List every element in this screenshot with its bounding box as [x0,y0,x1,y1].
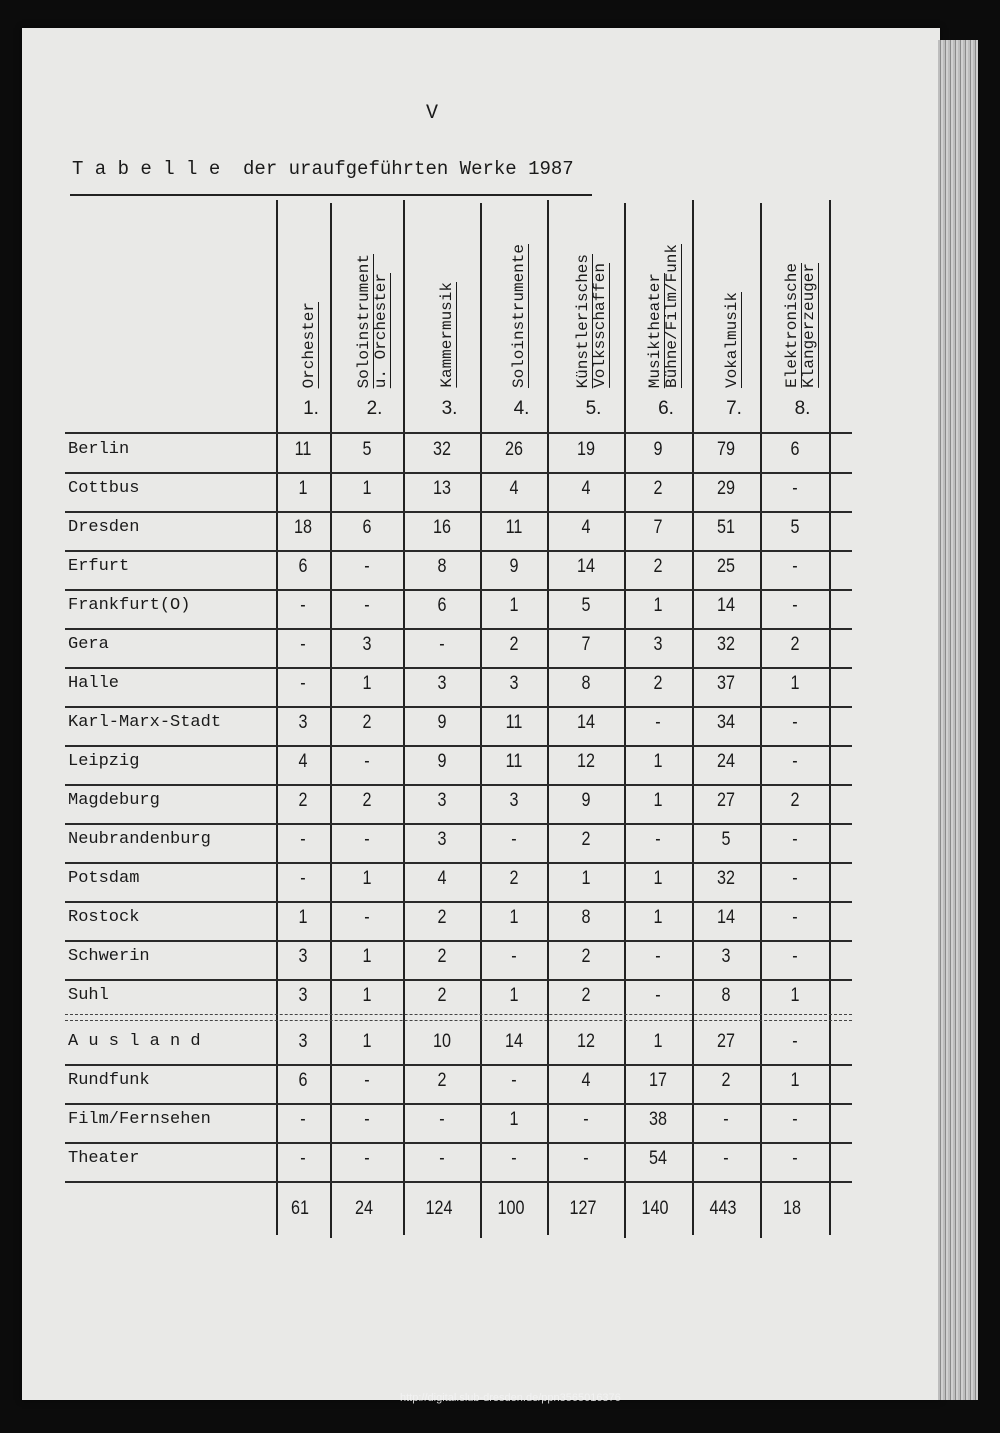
column-divider [760,203,762,1238]
column-number: 6. [658,398,674,419]
table-cell: 32 [432,439,451,460]
column-divider [829,200,831,1235]
table-cell: - [363,556,370,577]
table-cell: 2 [653,556,663,577]
table-cell: 3 [298,1031,308,1052]
table-cell: 1 [508,1109,518,1130]
total-cell: 443 [709,1198,737,1219]
table-cell: 3 [298,712,308,733]
table-cell: 1 [580,868,590,889]
table-cell: 29 [717,478,735,499]
table-cell: 32 [717,868,735,889]
column-header-line: Orchester [299,301,318,388]
source-url: http://digital.slub-dresden.de/ppn3565016376 [400,1392,621,1404]
total-cell: 18 [782,1198,801,1219]
table-title: T a b e l l e der uraufgeführten Werke 1987 [72,158,574,180]
column-header-line: Klangerzeuger [799,263,818,388]
table-cell: 1 [508,595,518,616]
table-cell: 3 [721,946,731,967]
total-cell: 100 [497,1198,524,1219]
row-separator [65,745,852,747]
table-cell: 2 [436,1070,446,1091]
table-cell: - [582,1148,589,1169]
table-cell: 1 [653,1031,663,1052]
table-cell: 54 [649,1148,667,1169]
table-cell: - [791,868,798,889]
table-cell: - [300,1109,306,1130]
table-cell: 1 [298,907,308,928]
table-cell: - [300,634,306,655]
row-label: Schwerin [68,947,150,966]
table-cell: 4 [580,1070,590,1091]
table-cell: 2 [436,985,446,1006]
row-separator [65,667,852,669]
table-cell: - [791,478,798,499]
table-cell: 9 [436,751,446,772]
table-cell: 4 [580,517,590,538]
table-cell: 1 [653,868,663,889]
row-separator [65,589,852,591]
table-cell: 7 [653,517,663,538]
table-cell: 6 [361,517,371,538]
column-header-line: Vokalmusik [722,291,741,388]
title-underline [70,194,592,196]
table-cell: 24 [717,751,735,772]
table-cell: - [300,1148,306,1169]
table-cell: 6 [298,1070,308,1091]
row-separator [65,784,852,786]
table-cell: - [655,985,661,1006]
column-divider [330,203,332,1238]
table-cell: 6 [789,439,799,460]
row-separator [65,901,852,903]
table-cell: 1 [653,751,663,772]
table-cell: - [438,634,445,655]
table-cell: - [791,1031,798,1052]
column-divider [624,203,626,1238]
table-cell: 2 [580,946,590,967]
table-cell: - [363,1148,370,1169]
table-cell: 9 [436,712,446,733]
table-cell: 5 [361,439,371,460]
table-cell: 2 [436,907,446,928]
row-label: Leipzig [68,752,140,771]
total-cell: 24 [354,1198,373,1219]
table-cell: - [582,1109,589,1130]
column-header-line: u. Orchester [371,272,390,388]
row-label: Suhl [68,986,109,1005]
table-cell: 11 [505,712,522,733]
total-cell: 61 [291,1198,309,1219]
table-cell: 1 [361,478,371,499]
table-cell: 34 [717,712,735,733]
table-cell: 12 [576,1031,595,1052]
table-cell: 1 [653,907,663,928]
row-separator [65,628,852,630]
row-separator [65,472,852,474]
table-cell: 8 [580,673,590,694]
table-cell: 79 [717,439,735,460]
table-cell: - [363,829,370,850]
row-separator [65,979,852,981]
table-cell: 2 [361,790,371,811]
table-cell: 18 [294,517,312,538]
total-cell: 124 [425,1198,452,1219]
table-cell: 6 [298,556,308,577]
row-separator [65,1103,852,1105]
table-cell: - [300,673,306,694]
table-cell: - [791,595,798,616]
table-cell: - [363,907,370,928]
table-cell: 14 [576,556,595,577]
table-cell: 8 [436,556,446,577]
table-cell: - [363,1070,370,1091]
table-cell: - [723,1109,729,1130]
table-cell: - [438,1109,445,1130]
table-cell: 1 [298,478,308,499]
table-cell: 1 [508,985,518,1006]
table-cell: 14 [717,907,735,928]
table-cell: - [438,1148,445,1169]
table-cell: 1 [361,1031,371,1052]
table-cell: 1 [789,1070,799,1091]
table-cell: - [510,1070,517,1091]
column-header-line: Bühne/Film/Funk [663,243,681,388]
table-cell: 27 [717,790,735,811]
column-header-line: Kammermusik [438,282,456,388]
table-cell: 5 [580,595,590,616]
table-cell: 2 [436,946,446,967]
table-cell: - [655,712,661,733]
table-cell: - [300,829,306,850]
column-number: 3. [441,398,458,419]
row-label: Potsdam [68,869,140,888]
table-cell: 6 [436,595,446,616]
table-cell: - [791,829,798,850]
table-cell: 12 [576,751,595,772]
table-cell: 11 [505,517,522,538]
table-cell: 3 [436,829,446,850]
table-cell: 38 [649,1109,667,1130]
table-cell: 1 [789,985,799,1006]
book-page-edges [938,40,978,1400]
table-cell: - [723,1148,729,1169]
page-number: V [426,102,439,125]
column-header-line: Künstlerisches [573,253,592,388]
table-cell: 3 [653,634,663,655]
table-cell: 2 [653,673,663,694]
column-divider [547,200,549,1235]
row-label: Dresden [68,518,140,537]
table-cell: - [363,595,370,616]
table-cell: - [510,946,517,967]
table-cell: 4 [580,478,590,499]
table-cell: 27 [717,1031,735,1052]
total-cell: 127 [569,1198,596,1219]
table-cell: 9 [580,790,590,811]
table-cell: 2 [298,790,308,811]
row-label: Erfurt [68,557,130,576]
table-cell: 26 [504,439,523,460]
column-divider [480,203,482,1238]
table-cell: 14 [717,595,735,616]
table-cell: 2 [508,868,518,889]
row-label: Neubrandenburg [68,830,211,849]
table-cell: - [791,556,798,577]
table-cell: - [300,595,306,616]
row-label: Halle [68,674,120,693]
table-cell: 14 [576,712,595,733]
table-cell: 1 [361,868,371,889]
table-cell: - [655,829,661,850]
column-divider [692,200,694,1235]
table-cell: 2 [789,634,799,655]
column-header-line: Musiktheater [646,272,664,388]
row-label: Cottbus [68,479,140,498]
table-cell: 11 [505,751,522,772]
table-cell: 3 [298,946,308,967]
table-cell: 32 [717,634,735,655]
column-number: 1. [303,398,319,419]
table-cell: 10 [432,1031,451,1052]
table-cell: - [791,907,798,928]
table-cell: 19 [576,439,595,460]
table-cell: 7 [580,634,590,655]
row-label: Theater [68,1149,140,1168]
table-cell: 8 [580,907,590,928]
column-number: 5. [585,398,602,419]
table-cell: - [791,1109,798,1130]
row-separator [65,862,852,864]
table-cell: 13 [432,478,451,499]
table-cell: 3 [508,673,518,694]
table-cell: 2 [508,634,518,655]
row-separator [65,511,852,513]
table-cell: 37 [717,673,735,694]
table-cell: 2 [789,790,799,811]
row-separator [65,1181,852,1183]
table-cell: 2 [580,985,590,1006]
column-number: 7. [726,398,742,419]
table-cell: 9 [508,556,518,577]
column-header-line: Elektronische [782,263,801,388]
table-cell: - [791,946,798,967]
table-cell: 1 [361,673,371,694]
table-cell: - [363,751,370,772]
double-rule [65,1014,852,1021]
row-label: Frankfurt(O) [68,596,191,615]
row-label: Gera [68,635,109,654]
table-cell: 11 [294,439,312,460]
table-cell: 1 [361,946,371,967]
table-cell: 25 [717,556,735,577]
column-header-line: Volksschaffen [590,263,609,388]
row-separator [65,550,852,552]
column-number: 8. [794,398,811,419]
table-cell: 2 [580,829,590,850]
row-separator [65,940,852,942]
table-cell: - [510,829,517,850]
row-label: Karl-Marx-Stadt [68,713,222,732]
table-cell: - [791,1148,798,1169]
row-label: Berlin [68,440,130,459]
row-label: Film/Fernsehen [68,1110,211,1129]
table-cell: - [655,946,661,967]
row-label: Rostock [68,908,140,927]
table-cell: 9 [653,439,663,460]
column-number: 2. [366,398,383,419]
table-cell: 3 [436,673,446,694]
table-cell: 3 [508,790,518,811]
row-separator [65,1142,852,1144]
row-separator [65,823,852,825]
table-cell: 4 [508,478,518,499]
table-cell: 2 [361,712,371,733]
table-cell: 2 [653,478,663,499]
table-cell: 14 [504,1031,523,1052]
column-number: 4. [513,398,530,419]
table-cell: - [300,868,306,889]
table-cell: 1 [361,985,371,1006]
table-cell: 3 [361,634,371,655]
row-separator [65,1064,852,1066]
table-cell: 2 [721,1070,731,1091]
column-header-line: Soloinstrument [354,253,373,388]
table-cell: - [363,1109,370,1130]
table-cell: 5 [721,829,731,850]
row-label: Rundfunk [68,1071,150,1090]
table-cell: 1 [653,790,663,811]
table-cell: 3 [298,985,308,1006]
table-cell: 51 [717,517,735,538]
table-cell: 5 [789,517,799,538]
table-cell: - [791,751,798,772]
row-label: A u s l a n d [68,1032,201,1051]
table-cell: 16 [432,517,451,538]
table-cell: 17 [649,1070,667,1091]
column-divider [403,200,405,1235]
row-label: Magdeburg [68,791,160,810]
table-cell: 1 [508,907,518,928]
header-rule [65,432,852,434]
table-cell: - [791,712,798,733]
row-separator [65,706,852,708]
column-header-line: Soloinstrumente [510,243,528,388]
table-cell: 4 [436,868,446,889]
table-cell: 1 [789,673,799,694]
table-cell: 3 [436,790,446,811]
total-cell: 140 [641,1198,669,1219]
table-cell: 8 [721,985,731,1006]
table-cell: 4 [298,751,308,772]
table-cell: 1 [653,595,663,616]
table-cell: - [510,1148,517,1169]
